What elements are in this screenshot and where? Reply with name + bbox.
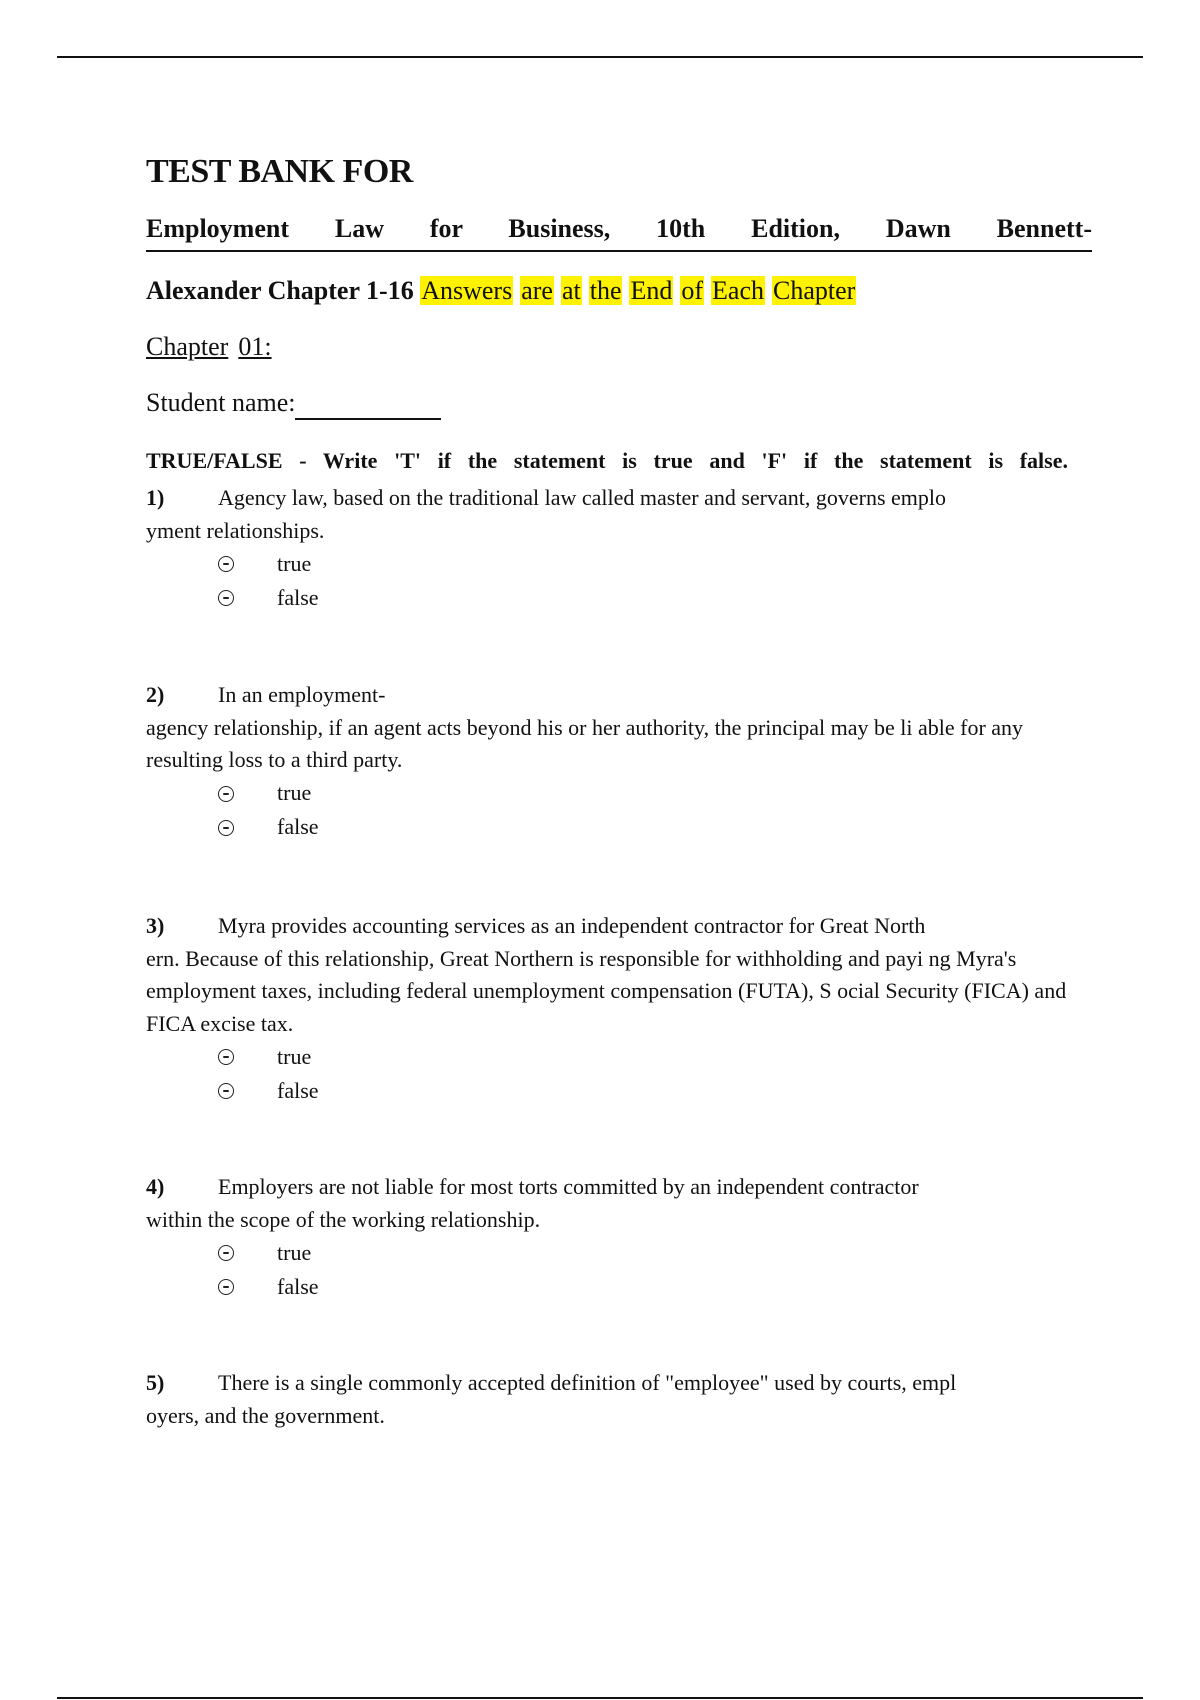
radio-button-icon[interactable] <box>218 1049 234 1065</box>
question-text-line1: There is a single commonly accepted definition of "employee" used by courts, empl <box>218 1370 957 1395</box>
question-text-line1: In an employment- <box>218 682 386 707</box>
answer-options <box>218 1040 1074 1108</box>
question-5 <box>146 1367 1074 1432</box>
question-text-rest: oyers, and the government. <box>146 1402 385 1428</box>
option-false[interactable] <box>218 1270 1074 1304</box>
highlight-word: are <box>521 276 553 305</box>
instructions: TRUE/FALSE - Write 'T' if the statement is true and 'F' if the statement is false. <box>146 448 1068 473</box>
option-label: false <box>277 584 319 610</box>
highlight-word: at <box>561 276 581 305</box>
highlight-word: the <box>589 276 622 305</box>
chapter-label: Chapter <box>146 332 229 361</box>
question-number: 3) <box>146 913 165 938</box>
option-false[interactable] <box>218 811 1074 845</box>
question-2 <box>146 679 1074 845</box>
chapter-heading <box>146 330 1096 364</box>
answer-options <box>218 547 1074 615</box>
option-true[interactable] <box>218 1040 1074 1074</box>
question-number: 2) <box>146 682 165 707</box>
radio-button-icon[interactable] <box>218 556 234 572</box>
answer-options <box>218 1236 1074 1304</box>
top-rule <box>57 56 1143 58</box>
highlight-word: End <box>630 276 673 305</box>
option-label: true <box>277 1239 312 1265</box>
highlight-word: Answers <box>421 276 513 305</box>
document-title: TEST BANK FOR <box>146 153 413 190</box>
student-name-label: Student name: <box>146 388 296 417</box>
book-title-line1: Employment Law for Business, 10th Edition, Dawn Bennett- <box>146 212 1092 252</box>
option-true[interactable] <box>218 777 1074 811</box>
option-label: false <box>277 814 319 840</box>
question-text-rest: yment relationships. <box>146 517 325 543</box>
option-label: true <box>277 550 312 576</box>
radio-button-icon[interactable] <box>218 786 234 802</box>
radio-button-icon[interactable] <box>218 820 234 836</box>
option-false[interactable] <box>218 581 1074 615</box>
chapter-number: 01: <box>238 332 272 361</box>
highlight-word: of <box>681 276 704 305</box>
student-name-row <box>146 386 1096 420</box>
question-text-line1: Employers are not liable for most torts committed by an independent contractor <box>218 1174 919 1199</box>
question-number: 4) <box>146 1174 165 1199</box>
highlight-word: Each <box>712 276 765 305</box>
question-text-line1: Agency law, based on the traditional law called master and servant, governs emplo <box>218 485 946 510</box>
radio-button-icon[interactable] <box>218 1245 234 1261</box>
question-number: 5) <box>146 1370 165 1395</box>
option-true[interactable] <box>218 1236 1074 1270</box>
question-text-rest: ern. Because of this relationship, Great Northern is responsible for withholding and payi ng Myra's employment taxes, including federal unemployment compensation (FUTA), S ocial Security (FICA) and FICA excise tax. <box>146 945 1067 1036</box>
question-text-line1: Myra provides accounting services as an independent contractor for Great North <box>218 913 926 938</box>
answer-options <box>218 777 1074 845</box>
option-false[interactable] <box>218 1074 1074 1108</box>
option-label: true <box>277 780 312 806</box>
radio-button-icon[interactable] <box>218 590 234 606</box>
option-label: false <box>277 1273 319 1299</box>
document-body <box>146 150 1096 1428</box>
question-text-rest: agency relationship, if an agent acts beyond his or her authority, the principal may be li able for any resulting loss to a third party. <box>146 714 1024 772</box>
book-title-chapters: Alexander Chapter 1-16 <box>146 276 414 305</box>
question-4 <box>146 1171 1074 1304</box>
option-true[interactable] <box>218 547 1074 581</box>
radio-button-icon[interactable] <box>218 1279 234 1295</box>
question-1 <box>146 482 1074 615</box>
highlight-word: Chapter <box>773 276 856 305</box>
bottom-rule <box>57 1697 1143 1699</box>
option-label: true <box>277 1043 312 1069</box>
question-text-rest: within the scope of the working relationship. <box>146 1206 541 1232</box>
book-title-line2 <box>146 274 1096 308</box>
question-3 <box>146 910 1074 1108</box>
student-name-field[interactable] <box>295 398 441 420</box>
question-number: 1) <box>146 485 165 510</box>
radio-button-icon[interactable] <box>218 1083 234 1099</box>
highlighted-note <box>420 276 863 305</box>
option-label: false <box>277 1077 319 1103</box>
